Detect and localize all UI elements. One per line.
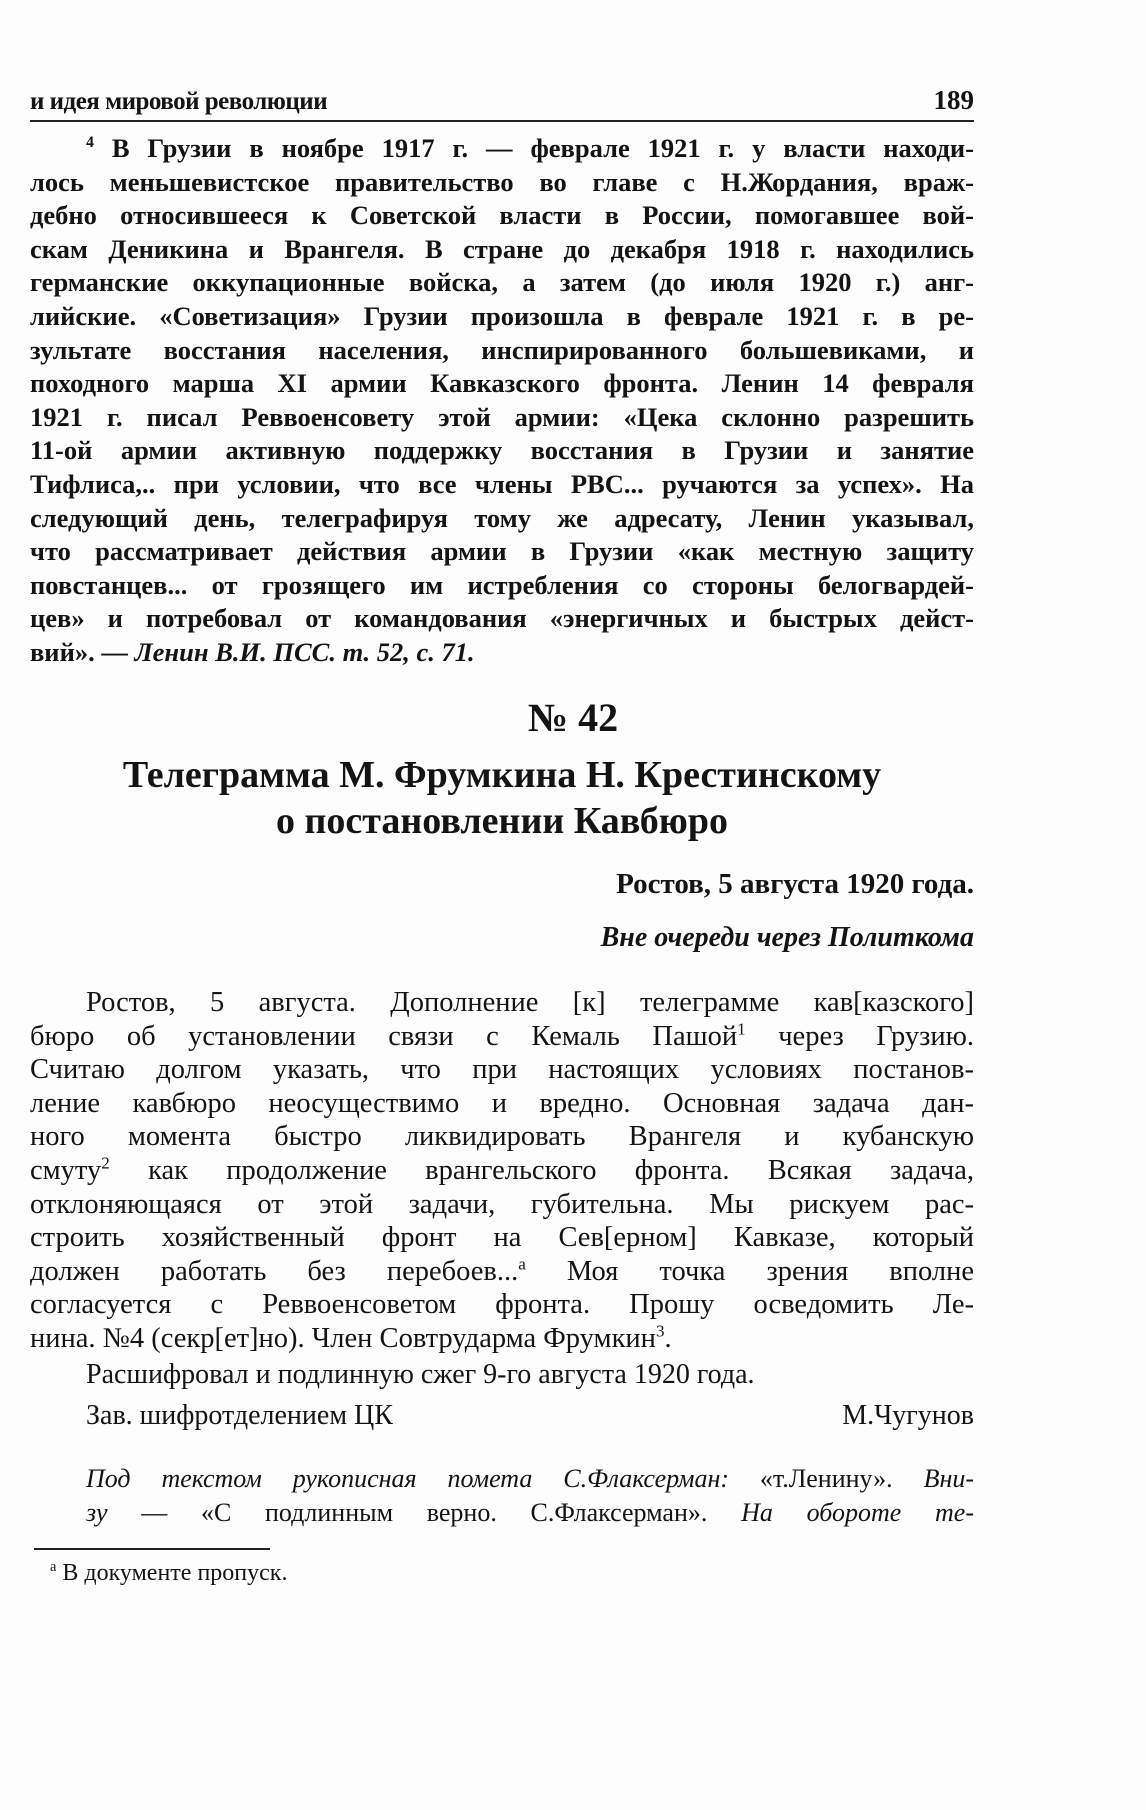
body-line: Считаю долгом указать, что при настоящих условиях постанов- xyxy=(30,1054,974,1086)
footnote-4 xyxy=(30,132,974,670)
footnote-line: германские оккупационные войска, а затем (до июля 1920 г.) анг- xyxy=(30,267,974,298)
body-line: строить хозяйственный фронт на Сев[ерном] Кавказе, который xyxy=(30,1222,974,1254)
date-place: Ростов, 5 августа 1920 года. xyxy=(616,868,974,900)
telegram-body xyxy=(30,986,974,1356)
footnote-line: повстанцев... от грозящего им истребления со стороны белогвардей- xyxy=(30,569,974,600)
footnote-line: походного марша XI армии Кавказского фронта. Ленин 14 февраля xyxy=(30,368,974,399)
citation: Ленин В.И. ПСС. т. 52, с. 71. xyxy=(134,636,475,667)
page-number: 189 xyxy=(933,85,974,115)
footnote-line: цев» и потребовал от командования «энергичных и быстрых дейст- xyxy=(30,603,974,634)
body-line: ного момента быстро ликвидировать Врангеля и кубанскую xyxy=(30,1121,974,1153)
title-line-2: о постановлении Кавбюро xyxy=(276,800,728,842)
footnote-line: Тифлиса,.. при условии, что все члены РВС... ручаются за успех». На xyxy=(30,468,974,499)
footnote-divider xyxy=(34,1548,270,1550)
footnote-line: 11-ой армии активную поддержку восстания в Грузии и занятие xyxy=(30,435,974,466)
document-number: № 42 xyxy=(527,695,619,740)
footnote-line: что рассматривает действия армии в Грузии «как местную защиту xyxy=(30,536,974,567)
document-title xyxy=(30,752,974,844)
footnote-line: 1921 г. писал Реввоенсовету этой армии: «Цека склонно разрешить xyxy=(30,401,974,432)
title-line-1: Телеграмма М. Фрумкина Н. Крестинскому xyxy=(122,754,882,796)
signer-position: Зав. шифротделением ЦК xyxy=(86,1399,393,1431)
body-line: нина. №4 (секр[ет]но). Член Совтрударма Фрумкин$^3$. xyxy=(30,1321,672,1354)
signer-name: М.Чугунов xyxy=(842,1399,974,1431)
note-line: зу — «С подлинным верно. С.Флаксерман». На обороте те- xyxy=(86,1497,974,1527)
priority-note: Вне очереди через Политкома xyxy=(600,922,974,953)
footnote-line: лийские. «Советизация» Грузии произошла в феврале 1921 г. в ре- xyxy=(30,300,974,331)
footnote-line: вий». — Ленин В.И. ПСС. т. 52, с. 71. xyxy=(30,636,475,667)
archival-note xyxy=(30,1462,974,1529)
footnote-line: зультате восстания населения, инспирированного большевиками, и xyxy=(30,334,974,365)
body-line: бюро об установлении связи с Кемаль Пашой$^1$ через Грузию. xyxy=(30,1019,974,1052)
signature-block xyxy=(30,1358,974,1436)
body-line: ление кавбюро неосуществимо и вредно. Основная задача дан- xyxy=(30,1087,974,1119)
body-line: согласуется с Реввоенсоветом фронта. Прошу осведомить Ле- xyxy=(30,1289,974,1321)
footnote-line: лось меньшевистское правительство во главе с Н.Жордания, враж- xyxy=(30,166,974,197)
body-line: должен работать без перебоев...$^а$ Моя точка зрения вполне xyxy=(30,1254,974,1287)
footnote-line: дебно относившееся к Советской власти в России, помогавшее вой- xyxy=(30,200,974,231)
note-line: Под текстом рукописная помета С.Флаксерман: «т.Ленину». Вни- xyxy=(86,1464,975,1493)
footnote-line: следующий день, телеграфируя тому же адресату, Ленин указывал, xyxy=(30,502,974,533)
running-title: и идея мировой революции xyxy=(30,88,328,115)
body-line: отклоняющаяся от этой задачи, губительна. Мы рискуем рас- xyxy=(30,1188,974,1220)
decoded-note: Расшифровал и подлинную сжег 9-го августа 1920 года. xyxy=(86,1359,755,1390)
footnote-line: скам Деникина и Врангеля. В стране до декабря 1918 г. находились xyxy=(30,233,974,264)
body-line: Ростов, 5 августа. Дополнение [к] телеграмме кав[казского] xyxy=(86,987,974,1018)
page-footnote: $^а$ В документе пропуск. xyxy=(50,1559,288,1586)
footnote-line: $^4$ В Грузии в ноябре 1917 г. — феврале 1921 г. у власти находи- xyxy=(86,133,974,163)
running-header xyxy=(30,84,974,122)
body-line: смуту$^2$ как продолжение врангельского фронта. Всякая задача, xyxy=(30,1153,974,1186)
